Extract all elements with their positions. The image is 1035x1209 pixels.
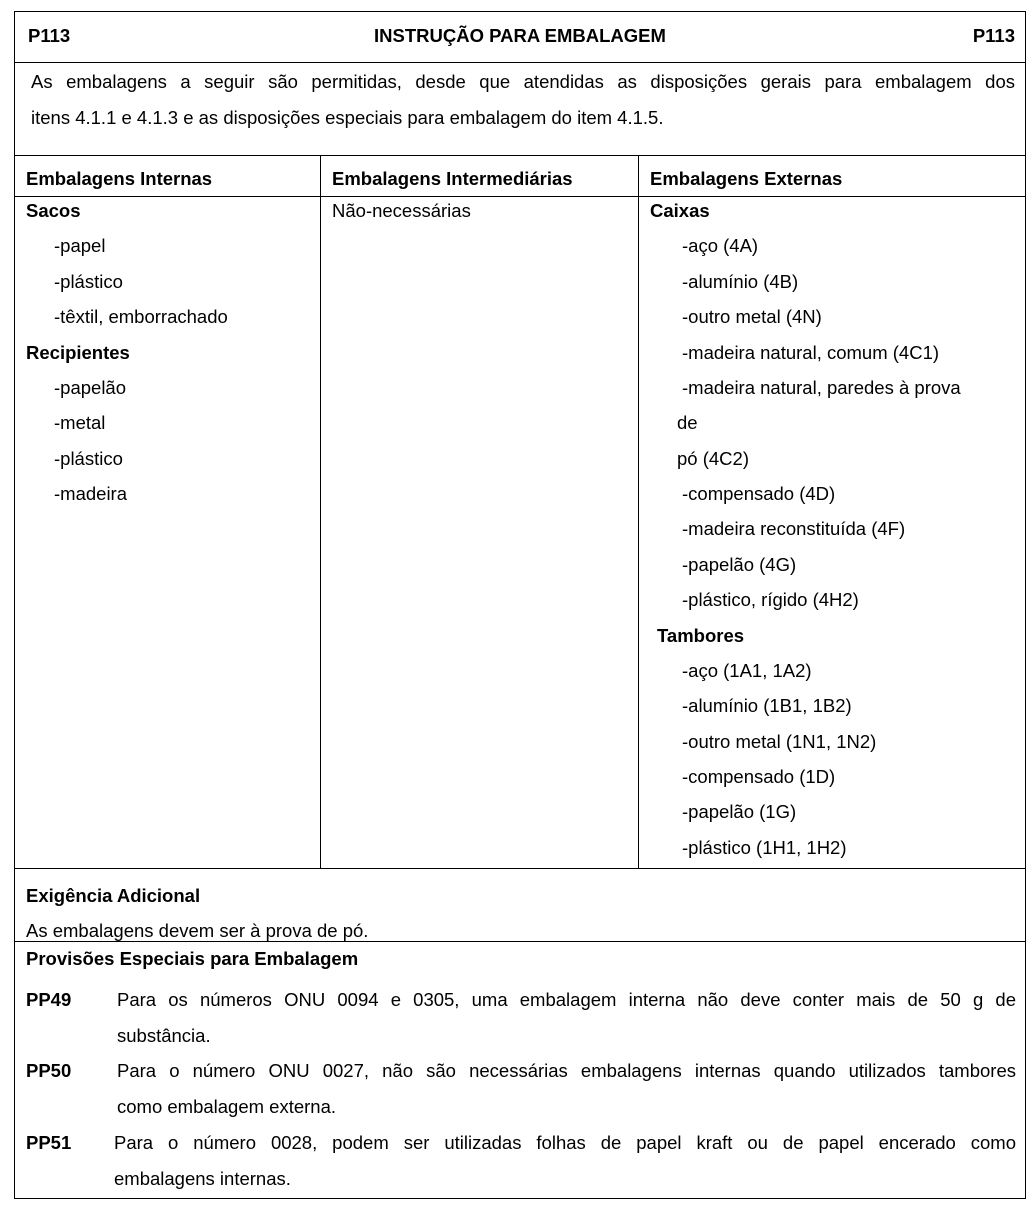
provision-line: Para o número ONU 0027, não são necessárias embalagens internas quando utilizados tambores [117, 1060, 1016, 1081]
outer-item: -compensado (4D) [682, 483, 836, 504]
instruction-code-right: P113 [972, 25, 1015, 46]
title-row [15, 12, 1025, 63]
outer-item: -madeira natural, comum (4C1) [682, 342, 940, 363]
header-outer: Embalagens Externas [650, 168, 843, 189]
provision-line: Para o número 0028, podem ser utilizadas folhas de papel kraft ou de papel encerado como [114, 1132, 1016, 1153]
inner-item: -metal [54, 412, 106, 433]
provision-line: como embalagem externa. [117, 1096, 337, 1117]
outer-group-caixas: Caixas [650, 200, 710, 221]
intermediate-value: Não-necessárias [332, 200, 471, 221]
outer-item: pó (4C2) [677, 448, 749, 469]
outer-item: -plástico (1H1, 1H2) [682, 837, 847, 858]
provision-line: embalagens internas. [114, 1168, 291, 1189]
instruction-title: INSTRUÇÃO PARA EMBALAGEM [374, 25, 666, 46]
special-provisions [15, 941, 1025, 1198]
outer-item: -papelão (1G) [682, 801, 797, 822]
additional-text: As embalagens devem ser à prova de pó. [26, 920, 369, 941]
outer-item: -outro metal (4N) [682, 306, 822, 327]
intro-line-2: itens 4.1.1 e 4.1.3 e as disposições especiais para embalagem do item 4.1.5. [31, 107, 664, 128]
outer-item: -alumínio (4B) [682, 271, 799, 292]
outer-group-tambores: Tambores [657, 625, 745, 646]
intermediate-packaging-column [321, 197, 639, 868]
packing-instruction-table [14, 11, 1026, 1199]
outer-item: -outro metal (1N1, 1N2) [682, 731, 877, 752]
outer-item: de [677, 412, 698, 433]
outer-packaging-column [639, 197, 1025, 868]
outer-item: -compensado (1D) [682, 766, 836, 787]
inner-group-sacos: Sacos [26, 200, 81, 221]
outer-item: -papelão (4G) [682, 554, 797, 575]
inner-item: -madeira [54, 483, 127, 504]
intro-line-1: As embalagens a seguir são permitidas, desde que atendidas as disposições gerais para embalagem dos [31, 71, 1015, 92]
outer-item: -alumínio (1B1, 1B2) [682, 695, 852, 716]
intro-paragraph [15, 63, 1025, 156]
inner-packaging-column [15, 197, 321, 868]
outer-item: -madeira reconstituída (4F) [682, 518, 906, 539]
inner-group-recipientes: Recipientes [26, 342, 130, 363]
column-headers [15, 156, 1025, 197]
provision-code: PP51 [26, 1132, 72, 1153]
provision-code: PP50 [26, 1060, 72, 1081]
outer-item: -aço (4A) [682, 235, 759, 256]
inner-item: -papel [54, 235, 106, 256]
additional-requirement [15, 869, 1025, 941]
outer-item: -madeira natural, paredes à prova [682, 377, 961, 398]
inner-item: -papelão [54, 377, 127, 398]
outer-item: -aço (1A1, 1A2) [682, 660, 812, 681]
provision-code: PP49 [26, 989, 72, 1010]
outer-item: -plástico, rígido (4H2) [682, 589, 859, 610]
provisions-heading: Provisões Especiais para Embalagem [26, 948, 359, 969]
provision-line: substância. [117, 1025, 211, 1046]
instruction-code-left: P113 [28, 25, 71, 46]
header-intermediate: Embalagens Intermediárias [321, 156, 639, 196]
header-inner: Embalagens Internas [15, 156, 321, 196]
additional-heading: Exigência Adicional [26, 885, 201, 906]
inner-item: -plástico [54, 271, 123, 292]
provision-line: Para os números ONU 0094 e 0305, uma embalagem interna não deve conter mais de 50 g de [117, 989, 1016, 1010]
inner-item: -plástico [54, 448, 123, 469]
inner-item: -têxtil, emborrachado [54, 306, 228, 327]
columns-body [15, 197, 1025, 869]
